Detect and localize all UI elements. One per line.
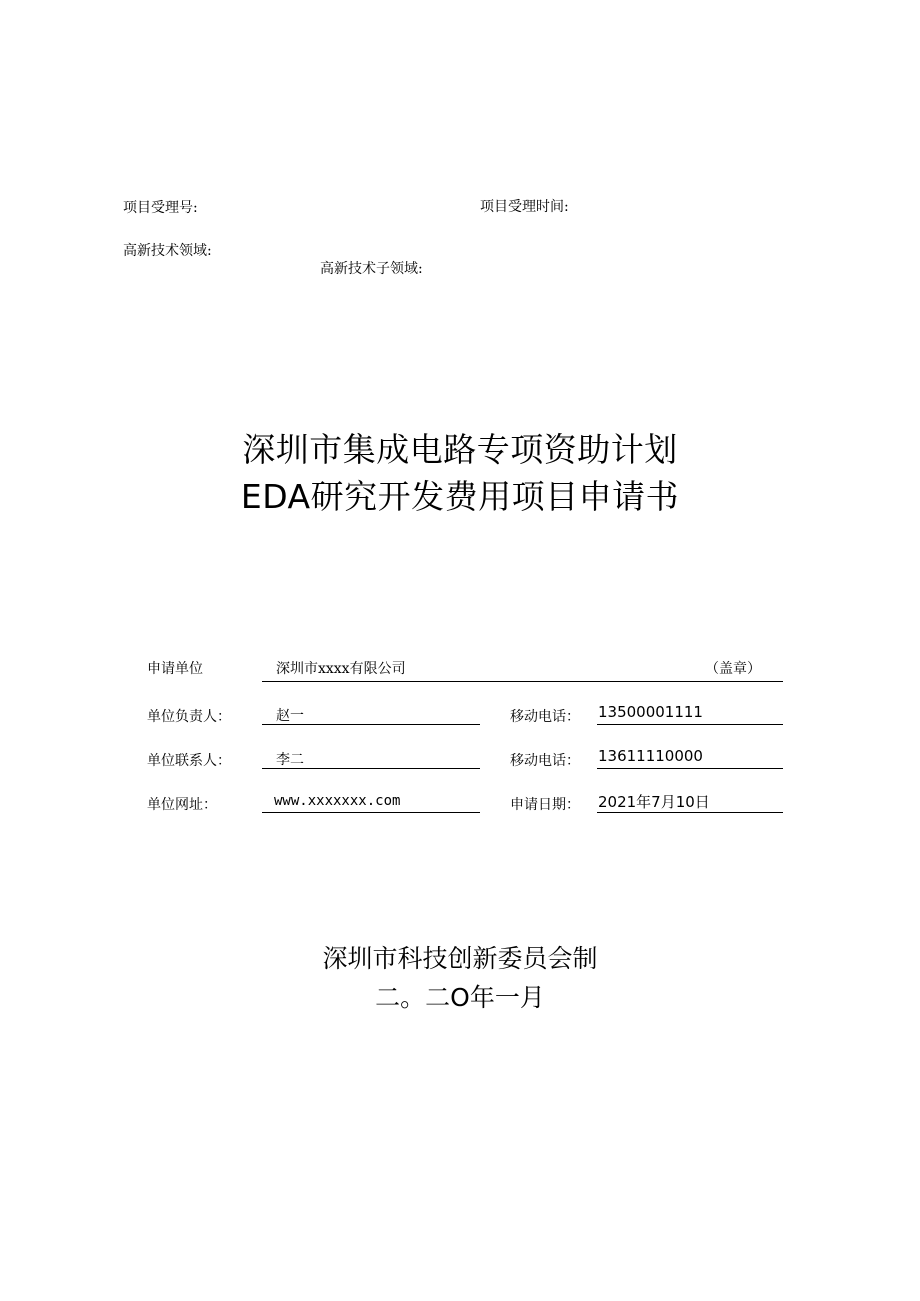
contact-value: 李二 bbox=[276, 752, 304, 768]
date-value: 2021年7月10日 bbox=[598, 793, 710, 811]
accept-time-label: 项目受理时间: bbox=[480, 199, 569, 215]
issue-date: 二。二O年一月 bbox=[375, 983, 545, 1012]
document-title-line1: 深圳市集成电路专项资助计划 bbox=[242, 430, 678, 469]
leader-value: 赵一 bbox=[276, 708, 304, 724]
tech-subfield-label: 高新技术子领域: bbox=[320, 261, 423, 277]
leader-phone-value: 13500001111 bbox=[598, 703, 703, 721]
website-label: 单位网址： bbox=[147, 797, 217, 813]
contact-phone-label: 移动电话： bbox=[510, 753, 580, 769]
contact-phone-value: 13611110000 bbox=[598, 747, 703, 765]
website-underline bbox=[262, 812, 480, 813]
website-value: www.xxxxxxx.com bbox=[274, 793, 401, 809]
issuer: 深圳市科技创新委员会制 bbox=[322, 944, 598, 973]
accept-number-label: 项目受理号: bbox=[123, 200, 198, 216]
contact-phone-underline bbox=[597, 768, 783, 769]
contact-label: 单位联系人： bbox=[147, 753, 231, 769]
seal-note: （盖章） bbox=[705, 661, 761, 677]
document-title-line2: EDA研究开发费用项目申请书 bbox=[240, 477, 680, 516]
leader-phone-underline bbox=[597, 724, 783, 725]
tech-field-label: 高新技术领域: bbox=[123, 243, 212, 259]
leader-label: 单位负责人： bbox=[147, 709, 231, 725]
applicant-value: 深圳市xxxx有限公司 bbox=[276, 661, 406, 677]
leader-phone-label: 移动电话： bbox=[510, 709, 580, 725]
contact-underline bbox=[262, 768, 480, 769]
date-underline bbox=[597, 812, 783, 813]
leader-underline bbox=[262, 724, 480, 725]
date-label: 申请日期： bbox=[510, 797, 580, 813]
applicant-underline bbox=[262, 681, 783, 682]
applicant-label: 申请单位 bbox=[147, 661, 203, 677]
